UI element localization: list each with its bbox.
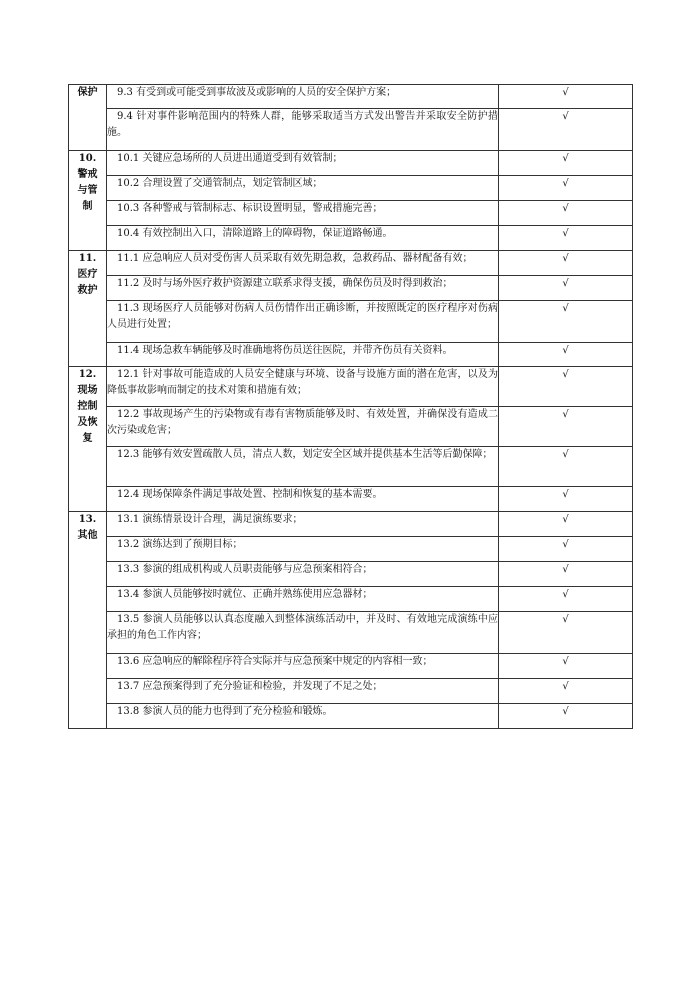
table-row bbox=[69, 276, 633, 301]
check-mark: √ bbox=[499, 587, 633, 612]
criterion-text: 12.1 针对事故可能造成的人员安全健康与环境、设备与设施方面的潜在危害，以及为降低事故影响而制定的技术对策和措施有效； bbox=[107, 367, 499, 407]
check-mark: √ bbox=[499, 201, 633, 226]
criterion-text: 10.3 各种警戒与管制标志、标识设置明显，警戒措施完善； bbox=[107, 201, 499, 226]
table-row bbox=[69, 85, 633, 109]
criterion-text: 13.4 参演人员能够按时就位、正确并熟练使用应急器材； bbox=[107, 587, 499, 612]
criterion-text: 9.4 针对事件影响范围内的特殊人群，能够采取适当方式发出警告并采取安全防护措施。 bbox=[107, 109, 499, 151]
criterion-text: 13.6 应急响应的解除程序符合实际并与应急预案中规定的内容相一致； bbox=[107, 654, 499, 679]
section-label: 11. 医疗救护 bbox=[69, 251, 107, 367]
table-row bbox=[69, 367, 633, 407]
evaluation-table bbox=[68, 84, 633, 729]
evaluation-table-body bbox=[69, 85, 633, 729]
table-row bbox=[69, 176, 633, 201]
criterion-text: 13.7 应急预案得到了充分验证和检验，并发现了不足之处； bbox=[107, 679, 499, 704]
table-row bbox=[69, 562, 633, 587]
criterion-text: 10.4 有效控制出入口，清除道路上的障碍物，保证道路畅通。 bbox=[107, 226, 499, 251]
criterion-text: 12.4 现场保障条件满足事故处置、控制和恢复的基本需要。 bbox=[107, 487, 499, 512]
check-mark: √ bbox=[499, 251, 633, 276]
check-mark: √ bbox=[499, 487, 633, 512]
criterion-text: 10.2 合理设置了交通管制点，划定管制区域； bbox=[107, 176, 499, 201]
table-row bbox=[69, 407, 633, 447]
table-row bbox=[69, 512, 633, 537]
table-row bbox=[69, 612, 633, 654]
table-row bbox=[69, 587, 633, 612]
check-mark: √ bbox=[499, 512, 633, 537]
check-mark: √ bbox=[499, 85, 633, 109]
table-row bbox=[69, 654, 633, 679]
criterion-text: 12.2 事故现场产生的污染物或有毒有害物质能够及时、有效处置，并确保没有造成二次污染或危害； bbox=[107, 407, 499, 447]
criterion-text: 13.5 参演人员能够以认真态度融入到整体演练活动中，并及时、有效地完成演练中应承担的角色工作内容； bbox=[107, 612, 499, 654]
criterion-text: 13.8 参演人员的能力也得到了充分检验和锻炼。 bbox=[107, 704, 499, 729]
table-row bbox=[69, 343, 633, 367]
table-row bbox=[69, 226, 633, 251]
table-row bbox=[69, 537, 633, 562]
criterion-text: 13.1 演练情景设计合理，满足演练要求； bbox=[107, 512, 499, 537]
criterion-text: 11.2 及时与场外医疗救护资源建立联系求得支援，确保伤员及时得到救治； bbox=[107, 276, 499, 301]
criterion-text: 11.3 现场医疗人员能够对伤病人员伤情作出正确诊断，并按照既定的医疗程序对伤病人员进行处置； bbox=[107, 301, 499, 343]
criterion-text: 12.3 能够有效安置疏散人员，清点人数，划定安全区域并提供基本生活等后勤保障； bbox=[107, 447, 499, 487]
check-mark: √ bbox=[499, 537, 633, 562]
table-row bbox=[69, 109, 633, 151]
check-mark: √ bbox=[499, 276, 633, 301]
table-row bbox=[69, 704, 633, 729]
table-row bbox=[69, 151, 633, 176]
table-row bbox=[69, 447, 633, 487]
section-label: 12. 现场控制及恢复 bbox=[69, 367, 107, 512]
criterion-text: 10.1 关键应急场所的人员进出通道受到有效管制； bbox=[107, 151, 499, 176]
check-mark: √ bbox=[499, 447, 633, 487]
check-mark: √ bbox=[499, 109, 633, 151]
check-mark: √ bbox=[499, 562, 633, 587]
check-mark: √ bbox=[499, 151, 633, 176]
section-label: 保护 bbox=[69, 85, 107, 151]
check-mark: √ bbox=[499, 407, 633, 447]
criterion-text: 11.4 现场急救车辆能够及时准确地将伤员送往医院，并带齐伤员有关资料。 bbox=[107, 343, 499, 367]
check-mark: √ bbox=[499, 654, 633, 679]
table-row bbox=[69, 301, 633, 343]
table-row bbox=[69, 487, 633, 512]
section-label: 13. 其他 bbox=[69, 512, 107, 729]
criterion-text: 13.2 演练达到了预期目标； bbox=[107, 537, 499, 562]
check-mark: √ bbox=[499, 301, 633, 343]
criterion-text: 11.1 应急响应人员对受伤害人员采取有效先期急救，急救药品、器材配备有效； bbox=[107, 251, 499, 276]
check-mark: √ bbox=[499, 679, 633, 704]
check-mark: √ bbox=[499, 176, 633, 201]
criterion-text: 13.3 参演的组成机构或人员职责能够与应急预案相符合； bbox=[107, 562, 499, 587]
criterion-text: 9.3 有受到或可能受到事故波及或影响的人员的安全保护方案； bbox=[107, 85, 499, 109]
check-mark: √ bbox=[499, 226, 633, 251]
check-mark: √ bbox=[499, 704, 633, 729]
check-mark: √ bbox=[499, 367, 633, 407]
section-label: 10. 警戒与管制 bbox=[69, 151, 107, 251]
check-mark: √ bbox=[499, 612, 633, 654]
table-row bbox=[69, 201, 633, 226]
table-row bbox=[69, 251, 633, 276]
table-row bbox=[69, 679, 633, 704]
check-mark: √ bbox=[499, 343, 633, 367]
